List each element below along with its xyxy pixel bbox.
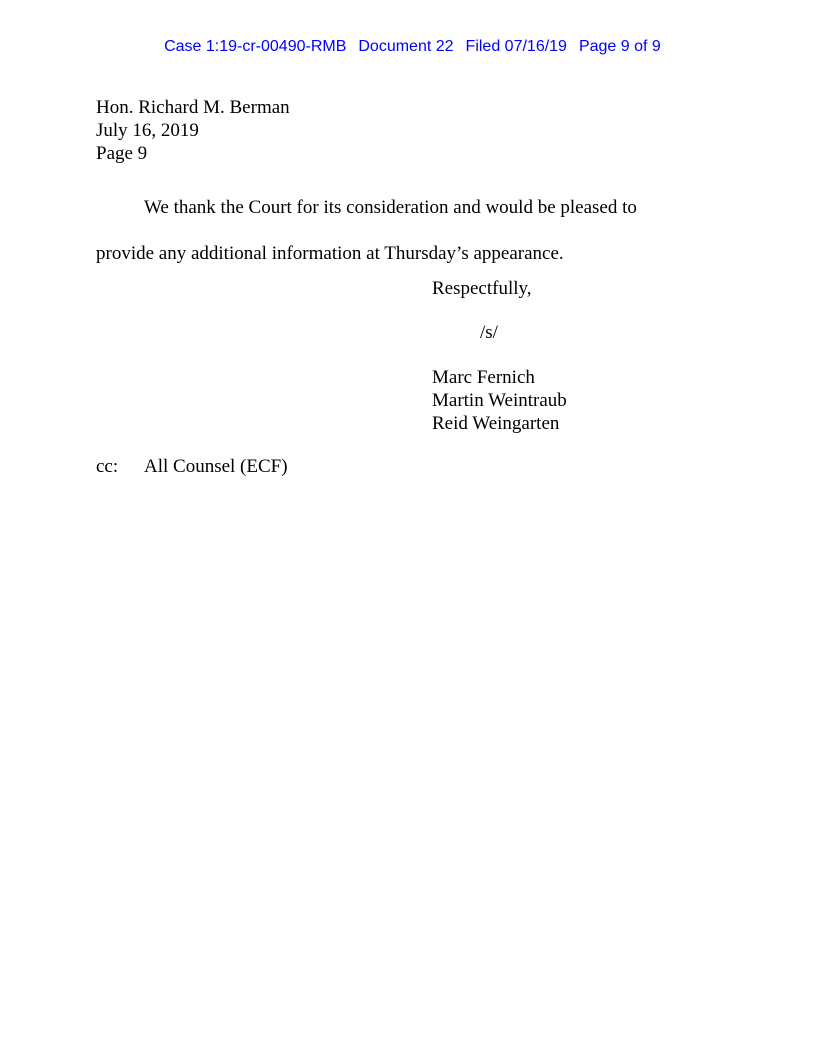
signer-name: Marc Fernich: [432, 367, 535, 388]
cc-line: [96, 455, 288, 478]
addressee-name: Hon. Richard M. Berman: [96, 97, 290, 118]
signer-name: Reid Weingarten: [432, 413, 560, 434]
closing-salutation: Respectfully,: [432, 278, 532, 299]
body-line: We thank the Court for its consideration and would be pleased to: [144, 197, 637, 218]
letter-body-paragraph: [96, 185, 726, 276]
electronic-signature: /s/: [480, 322, 498, 343]
ecf-filing-header: [0, 17, 816, 57]
ecf-page-number: Page 9 of 9: [578, 38, 661, 55]
signer-list: [432, 366, 567, 435]
ecf-case-number: Case 1:19-cr-00490-RMB: [164, 38, 347, 55]
cc-recipients: All Counsel (ECF): [144, 456, 288, 477]
letter-addressee-block: [96, 96, 290, 165]
ecf-filed-date: Filed 07/16/19: [465, 38, 567, 55]
ecf-document-number: Document 22: [358, 38, 454, 55]
letter-date: July 16, 2019: [96, 120, 199, 141]
letter-page-number: Page 9: [96, 143, 148, 164]
signer-name: Martin Weintraub: [432, 390, 567, 411]
cc-label: cc:: [96, 456, 119, 477]
body-line: provide any additional information at Thursday’s appearance.: [96, 242, 564, 264]
